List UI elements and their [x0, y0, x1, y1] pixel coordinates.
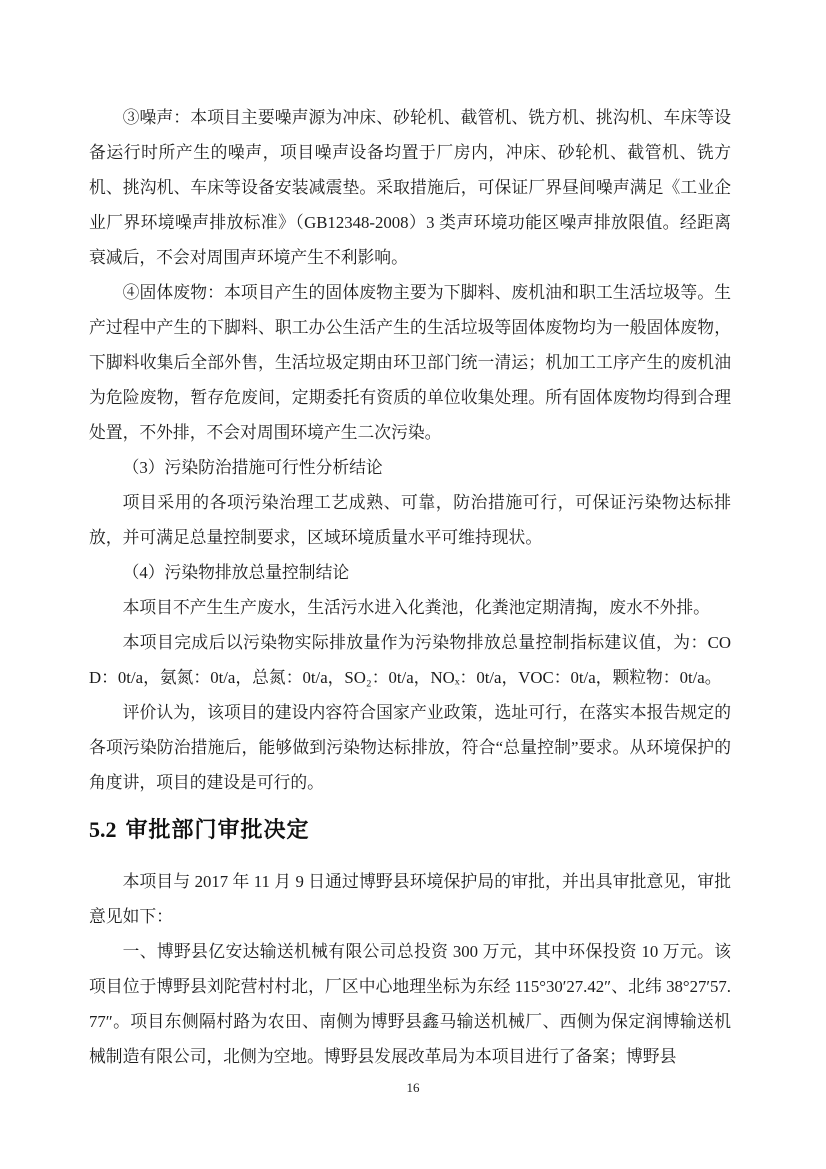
approval-section: [89, 864, 731, 1074]
paragraph-solid-waste: ④固体废物：本项目产生的固体废物主要为下脚料、废机油和职工生活垃圾等。生产过程中产生的下脚料、职工办公生活产生的生活垃圾等固体废物均为一般固体废物，下脚料收集后全部外售，生活垃圾定期由环卫部门统一清运；机加工工序产生的废机油为危险废物，暂存危废间，定期委托有资质的单位收集处理。所有固体废物均得到合理处置，不外排，不会对周围环境产生二次污染。: [89, 283, 731, 442]
paragraph-wastewater: 本项目不产生生产废水，生活污水进入化粪池，化粪池定期清掏，废水不外排。: [122, 598, 710, 617]
section-number: 5.2: [89, 817, 117, 842]
conclusions-section: [89, 100, 731, 800]
paragraph-approval-item-1: 一、博野县亿安达输送机械有限公司总投资 300 万元，其中环保投资 10 万元。该项目位于博野县刘陀营村村北，厂区中心地理坐标为东经 115°30′27.42″、北纬 38°27′57.77″。项目东侧隔村路为农田、南侧为博野县鑫马输送机械厂、西侧为保定润博输送机械制造有限公司，北侧为空地。博野县发展改革局为本项目进行了备案；博野县: [89, 942, 731, 1066]
page-number: 16: [406, 1080, 420, 1095]
section-heading-5-2: [89, 812, 731, 848]
paragraph-noise: ③噪声：本项目主要噪声源为冲床、砂轮机、截管机、铣方机、挑沟机、车床等设备运行时所产生的噪声，项目噪声设备均置于厂房内，冲床、砂轮机、截管机、铣方机、挑沟机、车床等设备安装减震垫。采取措施后，可保证厂界昼间噪声满足《工业企业厂界环境噪声排放标准》（GB12348-2008）3 类声环境功能区噪声排放限值。经距离衰减后，不会对周围声环境产生不利影响。: [89, 108, 731, 267]
subheading-total-emission-control: （4）污染物排放总量控制结论: [122, 563, 350, 582]
paragraph-approval-info: 本项目与 2017 年 11 月 9 日通过博野县环境保护局的审批，并出具审批意见，审批意见如下：: [89, 872, 731, 926]
paragraph-emission-control-values: 本项目完成后以污染物实际排放量作为污染物排放总量控制指标建议值，为：COD：0t/a，氨氮：0t/a，总氮：0t/a，SO₂：0t/a，NOₓ：0t/a，VOC：0t/a，颗粒物：0t/a。: [89, 633, 731, 687]
paragraph-evaluation-conclusion: 评价认为，该项目的建设内容符合国家产业政策，选址可行，在落实本报告规定的各项污染防治措施后，能够做到污染物达标排放，符合“总量控制”要求。从环境保护的角度讲，项目的建设是可行的。: [89, 703, 731, 792]
section-title: 审批部门审批决定: [125, 817, 310, 842]
page-footer: [0, 1080, 826, 1096]
subheading-pollution-control-feasibility: （3）污染防治措施可行性分析结论: [122, 458, 383, 477]
paragraph-treatment-feasibility: 项目采用的各项污染治理工艺成熟、可靠，防治措施可行，可保证污染物达标排放，并可满足总量控制要求，区域环境质量水平可维持现状。: [89, 493, 731, 547]
